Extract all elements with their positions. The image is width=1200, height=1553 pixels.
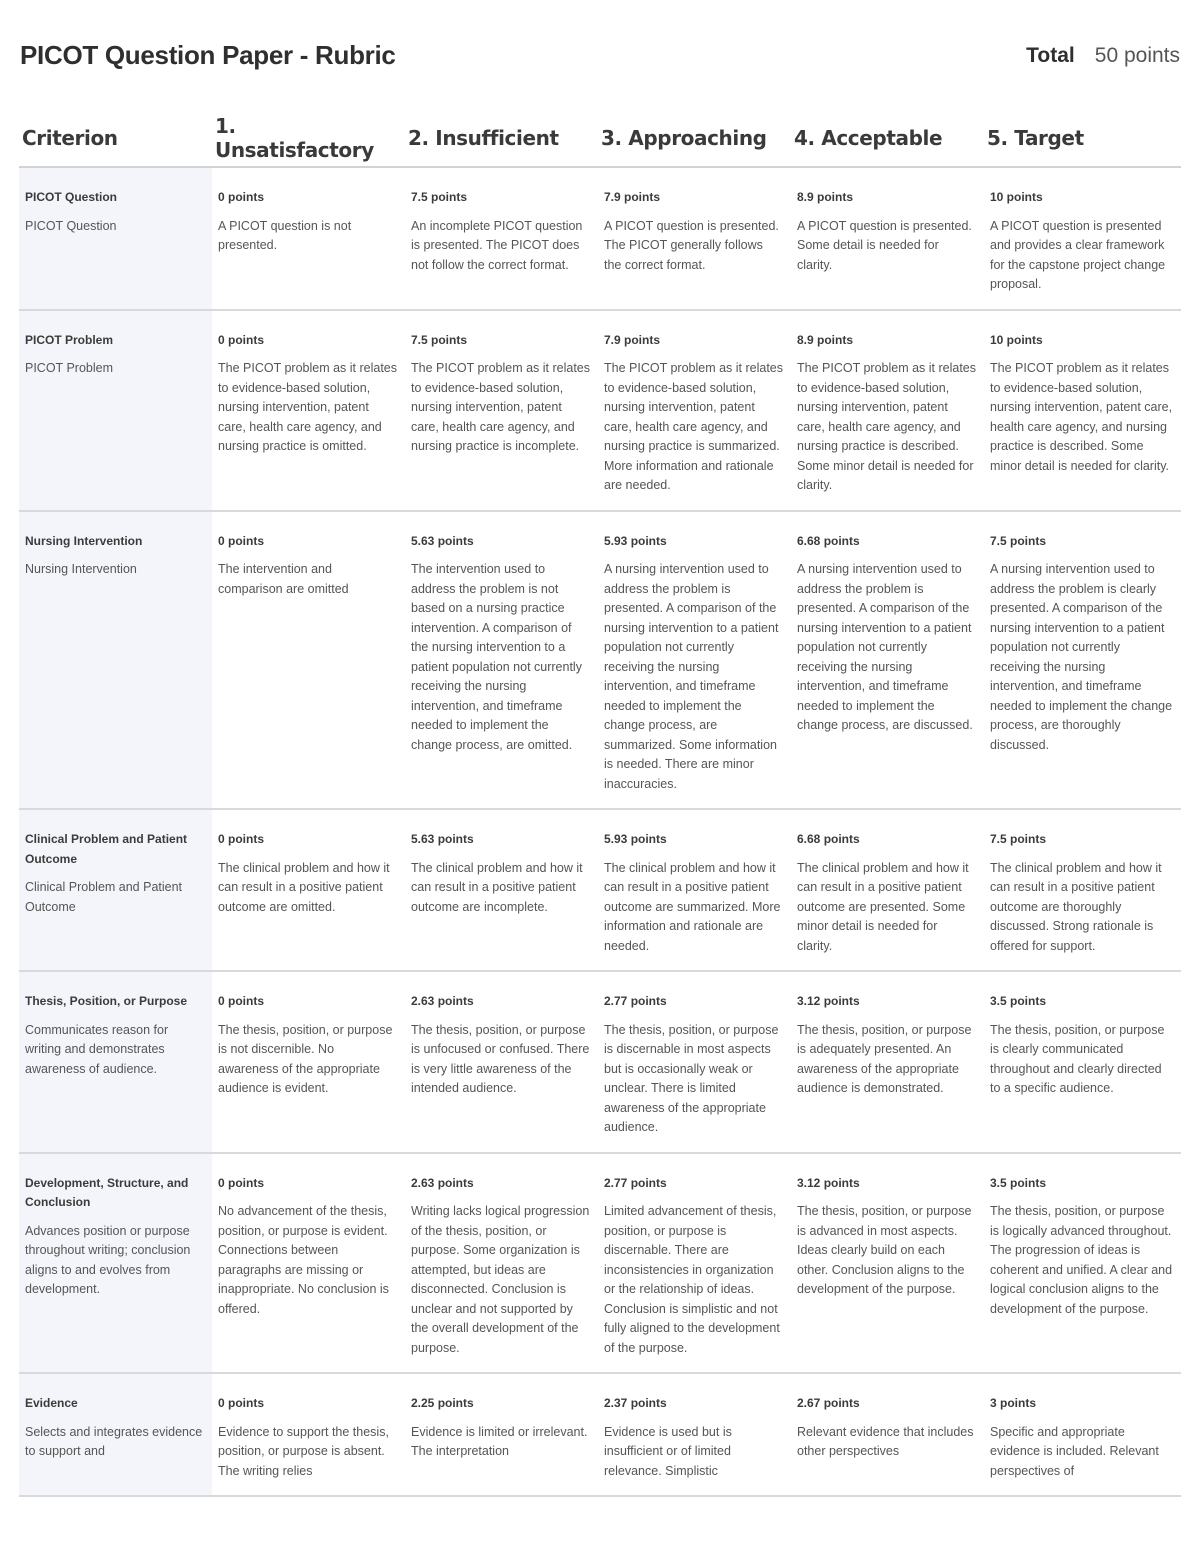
- column-header-insufficient: 2. Insufficient: [405, 108, 598, 167]
- rating-cell: [212, 809, 405, 971]
- rubric-row-nursing-intervention: [19, 511, 1181, 810]
- rating-points: 7.5 points: [990, 832, 1047, 846]
- rating-cell: [791, 310, 984, 511]
- rating-points: 7.5 points: [411, 332, 468, 347]
- rating-cell: [984, 1373, 1181, 1496]
- criterion-description: PICOT Problem: [25, 361, 113, 375]
- rubric-table: [19, 108, 1181, 1497]
- rating-points: 0 points: [218, 1175, 265, 1190]
- rating-cell: [598, 809, 791, 971]
- rating-description: The clinical problem and how it can result in a positive patient outcome are thoroughly discussed. Strong rationale is offered for support.: [990, 860, 1162, 953]
- rating-cell: [405, 167, 598, 310]
- rating-description: A nursing intervention used to address the problem is presented. A comparison of the nursing intervention to a patient population not currently receiving the nursing intervention, and timeframe needed to implement the change process, are discussed.: [797, 562, 973, 732]
- rating-description: A nursing intervention used to address the problem is presented. A comparison of the nursing intervention to a patient population not currently receiving the nursing intervention, and timeframe needed to implement the change process, are summarized. Some information is needed. There are minor inaccuracies.: [604, 562, 779, 791]
- rating-description: A PICOT question is presented. The PICOT generally follows the correct format.: [604, 218, 779, 272]
- rating-cell: [405, 809, 598, 971]
- rating-cell: [212, 310, 405, 511]
- rubric-row-clinical-problem: [19, 809, 1181, 971]
- rating-cell: [791, 971, 984, 1153]
- rating-points: 0 points: [218, 994, 265, 1008]
- rating-points: 3.12 points: [797, 994, 860, 1008]
- rating-description: The intervention used to address the problem is not based on a nursing practice intervention. A comparison of the nursing intervention to a patient population not currently receiving the nursing intervention, and timeframe needed to implement the change process, are omitted.: [411, 562, 582, 752]
- rating-description: The clinical problem and how it can result in a positive patient outcome are summarized. More information and rationale are needed.: [604, 860, 781, 953]
- criterion-cell: [19, 1153, 212, 1374]
- rating-description: An incomplete PICOT question is presented. The PICOT does not follow the correct format.: [411, 218, 583, 272]
- rating-description: The PICOT problem as it relates to evidence-based solution, nursing intervention, patent care, health care agency, and nursing practice is described. Some minor detail is needed for clarity.: [797, 361, 977, 492]
- criterion-title: Clinical Problem and Patient Outcome: [25, 832, 188, 866]
- criterion-description: Communicates reason for writing and demonstrates awareness of audience.: [25, 1022, 169, 1076]
- rating-cell: [791, 1373, 984, 1496]
- rating-points: 2.67 points: [797, 1396, 860, 1410]
- rating-description: The PICOT problem as it relates to evidence-based solution, nursing intervention, patent care, health care agency, and nursing practice is omitted.: [218, 361, 398, 453]
- rating-description: Evidence to support the thesis, position, or purpose is absent. The writing relies: [218, 1424, 389, 1478]
- rating-description: The clinical problem and how it can result in a positive patient outcome are incomplete.: [411, 860, 583, 914]
- rating-cell: [212, 1153, 405, 1374]
- rating-description: The thesis, position, or purpose is unfocused or confused. There is very little awareness of the intended audience.: [411, 1022, 590, 1095]
- rating-points: 3 points: [990, 1396, 1037, 1410]
- rating-points: 3.5 points: [990, 1175, 1047, 1190]
- rating-cell: [405, 511, 598, 810]
- rating-points: 7.5 points: [990, 533, 1047, 548]
- rating-cell: [791, 1153, 984, 1374]
- rating-cell: [598, 1153, 791, 1374]
- total-label: Total: [1026, 44, 1075, 67]
- rating-description: Evidence is limited or irrelevant. The interpretation: [411, 1424, 588, 1458]
- criterion-description: Selects and integrates evidence to support and: [25, 1424, 203, 1458]
- total-points: [1026, 44, 1180, 68]
- rating-points: 0 points: [218, 832, 265, 846]
- criterion-cell: [19, 809, 212, 971]
- rating-points: 0 points: [218, 533, 265, 548]
- rating-cell: [212, 971, 405, 1153]
- rating-description: The clinical problem and how it can result in a positive patient outcome are omitted.: [218, 860, 390, 914]
- rating-points: 2.63 points: [411, 1175, 474, 1190]
- rating-description: A PICOT question is presented. Some detail is needed for clarity.: [797, 218, 972, 272]
- rating-cell: [598, 971, 791, 1153]
- rating-description: The thesis, position, or purpose is adequately presented. An awareness of the appropriate audience is demonstrated.: [797, 1022, 972, 1095]
- rating-description: The PICOT problem as it relates to evidence-based solution, nursing intervention, patent care, health care agency, and nursing practice is summarized. More information and rationale are needed.: [604, 361, 784, 492]
- criterion-title: Evidence: [25, 1396, 78, 1410]
- rating-points: 6.68 points: [797, 832, 860, 846]
- rating-points: 0 points: [218, 190, 265, 204]
- rating-cell: [984, 167, 1181, 310]
- rating-cell: [791, 511, 984, 810]
- rating-points: 8.9 points: [797, 190, 854, 204]
- criterion-cell: [19, 511, 212, 810]
- rating-points: 10 points: [990, 190, 1043, 204]
- criterion-description: Nursing Intervention: [25, 562, 137, 576]
- rubric-row-evidence: [19, 1373, 1181, 1496]
- rating-cell: [405, 1153, 598, 1374]
- rating-points: 5.63 points: [411, 832, 474, 846]
- criterion-cell: [19, 310, 212, 511]
- rating-points: 5.93 points: [604, 533, 667, 548]
- criterion-description: Advances position or purpose throughout writing; conclusion aligns to and evolves from development.: [25, 1223, 191, 1296]
- column-header-criterion: Criterion: [19, 108, 212, 167]
- rating-cell: [984, 310, 1181, 511]
- rating-points: 0 points: [218, 1396, 265, 1410]
- column-header-unsatisfactory: 1. Unsatisfactory: [212, 108, 405, 167]
- rating-description: The thesis, position, or purpose is discernable in most aspects but is occasionally weak or unclear. There is limited awareness of the appropriate audience.: [604, 1022, 779, 1134]
- rating-points: 5.63 points: [411, 533, 474, 548]
- rating-description: A PICOT question is presented and provides a clear framework for the capstone project change proposal.: [990, 218, 1166, 291]
- rating-description: No advancement of the thesis, position, or purpose is evident. Connections between paragraphs are missing or inappropriate. No conclusion is offered.: [218, 1204, 389, 1316]
- rating-points: 7.5 points: [411, 190, 468, 204]
- rating-cell: [405, 971, 598, 1153]
- rating-cell: [212, 511, 405, 810]
- rating-description: Relevant evidence that includes other perspectives: [797, 1424, 974, 1458]
- column-header-approaching: 3. Approaching: [598, 108, 791, 167]
- criterion-title: PICOT Question: [25, 190, 118, 204]
- rating-description: A PICOT question is not presented.: [218, 218, 352, 252]
- rating-points: 7.9 points: [604, 332, 661, 347]
- rating-description: Limited advancement of thesis, position, or purpose is discernable. There are inconsistencies in organization or the relationship of ideas. Conclusion is simplistic and not fully aligned to the development of the purpose.: [604, 1204, 780, 1355]
- rating-cell: [598, 310, 791, 511]
- rating-cell: [598, 511, 791, 810]
- criterion-title: PICOT Problem: [25, 332, 114, 347]
- rating-cell: [405, 1373, 598, 1496]
- rating-cell: [791, 809, 984, 971]
- rating-description: The PICOT problem as it relates to evidence-based solution, nursing intervention, patent care, health care agency, and nursing practice is described. Some minor detail is needed for clarity.: [990, 361, 1173, 473]
- rating-points: 2.63 points: [411, 994, 474, 1008]
- criterion-title: Development, Structure, and Conclusion: [25, 1175, 189, 1209]
- criterion-description: PICOT Question: [25, 218, 117, 233]
- page-title: PICOT Question Paper - Rubric: [20, 40, 396, 70]
- total-value: 50 points: [1094, 44, 1180, 67]
- rating-cell: [598, 167, 791, 310]
- rating-points: 2.77 points: [604, 994, 667, 1008]
- column-header-acceptable: 4. Acceptable: [791, 108, 984, 167]
- rating-cell: [984, 1153, 1181, 1374]
- rubric-row-development: [19, 1153, 1181, 1374]
- criterion-description: Clinical Problem and Patient Outcome: [25, 880, 183, 914]
- rating-cell: [212, 167, 405, 310]
- rating-description: The thesis, position, or purpose is advanced in most aspects. Ideas clearly build on each other. Conclusion aligns to the development of the purpose.: [797, 1204, 972, 1296]
- rating-cell: [405, 310, 598, 511]
- column-header-target: 5. Target: [984, 108, 1181, 167]
- rating-description: Evidence is used but is insufficient or of limited relevance. Simplistic: [604, 1424, 732, 1478]
- rating-description: Specific and appropriate evidence is included. Relevant perspectives of: [990, 1424, 1159, 1478]
- rating-points: 2.77 points: [604, 1175, 667, 1190]
- rating-points: 2.37 points: [604, 1396, 667, 1410]
- criterion-title: Nursing Intervention: [25, 533, 143, 548]
- rating-points: 3.5 points: [990, 994, 1047, 1008]
- rating-cell: [984, 809, 1181, 971]
- criterion-cell: [19, 971, 212, 1153]
- rating-points: 5.93 points: [604, 832, 667, 846]
- criterion-cell: [19, 1373, 212, 1496]
- rating-points: 2.25 points: [411, 1396, 474, 1410]
- rating-description: A nursing intervention used to address the problem is clearly presented. A comparison of the nursing intervention to a patient population not currently receiving the nursing intervention, and timeframe needed to implement the change process, are thoroughly discussed.: [990, 562, 1173, 752]
- rating-cell: [984, 511, 1181, 810]
- rating-cell: [791, 167, 984, 310]
- rating-cell: [598, 1373, 791, 1496]
- criterion-cell: [19, 167, 212, 310]
- rating-description: The thesis, position, or purpose is clearly communicated throughout and clearly directed to a specific audience.: [990, 1022, 1165, 1095]
- rating-description: The PICOT problem as it relates to evidence-based solution, nursing intervention, patent care, health care agency, and nursing practice is incomplete.: [411, 361, 591, 453]
- rating-points: 10 points: [990, 332, 1043, 347]
- rubric-row-picot-problem: [19, 310, 1181, 511]
- rating-description: The clinical problem and how it can result in a positive patient outcome are presented. Some minor detail is needed for clarity.: [797, 860, 969, 953]
- rating-points: 3.12 points: [797, 1175, 860, 1190]
- rating-description: Writing lacks logical progression of the thesis, position, or purpose. Some organization is attempted, but ideas are disconnected. Conclusion is unclear and not supported by the overall development of the purpose.: [411, 1204, 590, 1355]
- rubric-row-picot-question: [19, 167, 1181, 310]
- rubric-row-thesis: [19, 971, 1181, 1153]
- header-row: [19, 108, 1181, 167]
- rating-points: 6.68 points: [797, 533, 860, 548]
- rating-points: 7.9 points: [604, 190, 661, 204]
- rating-cell: [984, 971, 1181, 1153]
- criterion-title: Thesis, Position, or Purpose: [25, 994, 188, 1008]
- rating-cell: [212, 1373, 405, 1496]
- rating-description: The intervention and comparison are omitted: [218, 562, 349, 596]
- rating-description: The thesis, position, or purpose is logically advanced throughout. The progression of ideas is coherent and unified. A clear and logical conclusion aligns to the development of the purpose.: [990, 1204, 1173, 1316]
- rubric-header: [20, 40, 1180, 80]
- rating-description: The thesis, position, or purpose is not discernible. No awareness of the appropriate audience is evident.: [218, 1022, 393, 1095]
- rating-points: 0 points: [218, 332, 265, 347]
- rating-points: 8.9 points: [797, 332, 854, 347]
